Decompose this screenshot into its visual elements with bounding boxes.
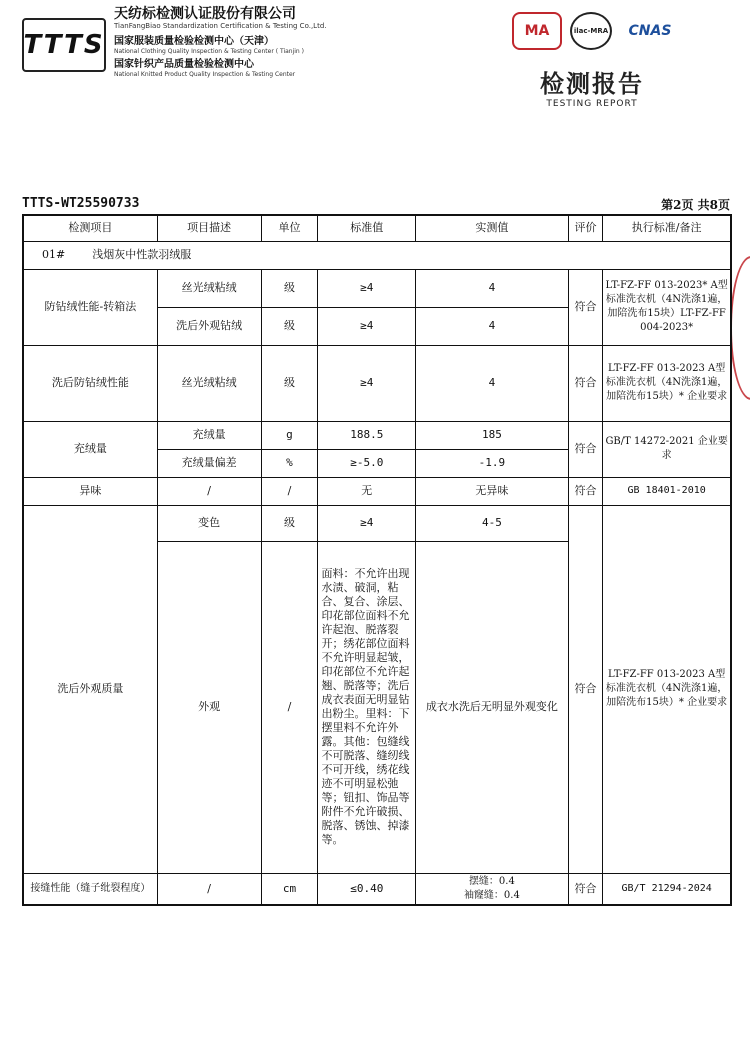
unit-cell: cm (261, 873, 318, 905)
note-cell: LT-FZ-FF 013-2023* A型标准洗衣机（4N洗涤1遍，加陪洗布15块）LT-FZ-FF 004-2023* (603, 269, 731, 345)
item-cell: 接缝性能（缝子纰裂程度） (23, 873, 157, 905)
seal-stamp-icon (730, 256, 750, 400)
note-cell: GB/T 14272-2021 企业要求 (603, 421, 731, 477)
table-row (23, 269, 731, 307)
std-cell: ≤0.40 (318, 873, 416, 905)
header-cell: 标准值 (318, 215, 416, 241)
desc-cell: 丝光绒粘绒 (157, 345, 261, 421)
meas-cell: 4-5 (416, 505, 569, 541)
unit-cell: 级 (261, 307, 318, 345)
results-table (22, 214, 732, 906)
report-header (0, 0, 750, 120)
unit-cell: % (261, 449, 318, 477)
std-cell: 188.5 (318, 421, 416, 449)
table-header-row (23, 215, 731, 241)
meas-line: 摆缝：0.4 (468, 875, 515, 887)
report-number: TTTS-WT25590733 (22, 196, 140, 211)
table-row (23, 477, 731, 505)
center1-name-cn: 国家服装质量检验检测中心（天津） (114, 36, 274, 47)
sample-id: 01# (42, 248, 66, 261)
desc-cell: 充绒量 (157, 421, 261, 449)
desc-cell: 洗后外观钻绒 (157, 307, 261, 345)
eval-cell: 符合 (568, 345, 603, 421)
eval-cell: 符合 (568, 269, 603, 345)
meas-cell: -1.9 (416, 449, 569, 477)
page-info: 第2页 共8页 (661, 198, 730, 212)
desc-cell: 充绒量偏差 (157, 449, 261, 477)
eval-cell: 符合 (568, 421, 603, 477)
sample-row (23, 241, 731, 269)
certification-marks (512, 12, 692, 50)
meas-cell: 成衣水洗后无明显外观变化 (416, 541, 569, 873)
desc-cell: 丝光绒粘绒 (157, 269, 261, 307)
meas-cell: 185 (416, 421, 569, 449)
ilac-mra-mark-icon: ilac-MRA (570, 12, 612, 50)
header-cell: 实测值 (416, 215, 569, 241)
report-title-en: TESTING REPORT (546, 99, 638, 109)
unit-cell: g (261, 421, 318, 449)
item-cell: 洗后外观质量 (23, 505, 157, 873)
unit-cell: / (261, 477, 318, 505)
header-cell: 项目描述 (157, 215, 261, 241)
desc-cell: / (157, 477, 261, 505)
header-cell: 评价 (568, 215, 603, 241)
sample-cell (23, 241, 731, 269)
table-row (23, 873, 731, 905)
std-cell: ≥4 (318, 307, 416, 345)
item-cell: 充绒量 (23, 421, 157, 477)
eval-cell: 符合 (568, 873, 603, 905)
note-cell: LT-FZ-FF 013-2023 A型标准洗衣机（4N洗涤1遍，加陪洗布15块）* 企业要求 (603, 505, 731, 873)
note-cell: GB/T 21294-2024 (603, 873, 731, 905)
sample-name: 浅烟灰中性款羽绒服 (92, 248, 192, 261)
meas-line: 袖窿缝：0.4 (463, 889, 520, 901)
unit-cell: 级 (261, 505, 318, 541)
item-cell: 洗后防钻绒性能 (23, 345, 157, 421)
unit-cell: 级 (261, 269, 318, 307)
report-title (532, 64, 652, 109)
center2-name-cn: 国家针织产品质量检验检测中心 (114, 59, 254, 70)
center2-name-en: National Knitted Product Quality Inspection & Testing Center (114, 71, 296, 78)
meas-cell: 4 (416, 345, 569, 421)
company-logo: TTTS (22, 18, 106, 72)
desc-cell: 外观 (157, 541, 261, 873)
item-cell: 防钻绒性能-转箱法 (23, 269, 157, 345)
meas-cell: 4 (416, 307, 569, 345)
unit-cell: 级 (261, 345, 318, 421)
std-cell: 无 (318, 477, 416, 505)
table-row (23, 345, 731, 421)
std-cell: ≥4 (318, 269, 416, 307)
desc-cell: 变色 (157, 505, 261, 541)
unit-cell: / (261, 541, 318, 873)
std-cell: ≥4 (318, 505, 416, 541)
report-title-cn: 检测报告 (540, 70, 644, 98)
header-cell: 执行标准/备注 (603, 215, 731, 241)
meas-cell: 4 (416, 269, 569, 307)
std-cell: ≥-5.0 (318, 449, 416, 477)
eval-cell: 符合 (568, 477, 603, 505)
cma-mark-icon: MA (512, 12, 562, 50)
header-cell: 单位 (261, 215, 318, 241)
meas-cell: 无异味 (416, 477, 569, 505)
report-reference-row (22, 196, 730, 212)
item-cell: 异味 (23, 477, 157, 505)
std-cell: 面料：不允许出现水渍、破洞，粘合、复合、涂层、印花部位面料不允许起泡、脱落裂开；绣花部位面料不允许明显起皱，印花部位不允许起翘、脱落等；洗后成衣表面无明显钻出粉尘。里料：下摆里料不允许外露。其他：包缝线不可脱落、缝纫线不可开线，绣花线迹不可明显松弛等；钮扣、饰品等附件不允许破损、脱落、锈蚀、掉漆等。 (318, 541, 416, 873)
table-row (23, 421, 731, 449)
cnas-mark-icon: CNAS (628, 23, 672, 39)
table-row (23, 505, 731, 541)
header-cell: 检测项目 (23, 215, 157, 241)
note-cell: LT-FZ-FF 013-2023 A型标准洗衣机（4N洗涤1遍，加陪洗布15块）* 企业要求 (603, 345, 731, 421)
company-name-en: TianFangBiao Standardization Certification & Testing Co.,Ltd. (114, 22, 327, 30)
company-name-cn: 天纺标检测认证股份有限公司 (114, 6, 296, 22)
center1-name-en: National Clothing Quality Inspection & Testing Center ( Tianjin ) (114, 48, 304, 55)
desc-cell: / (157, 873, 261, 905)
std-cell: ≥4 (318, 345, 416, 421)
company-info (114, 6, 327, 79)
meas-cell (416, 873, 569, 905)
note-cell: GB 18401-2010 (603, 477, 731, 505)
eval-cell: 符合 (568, 505, 603, 873)
